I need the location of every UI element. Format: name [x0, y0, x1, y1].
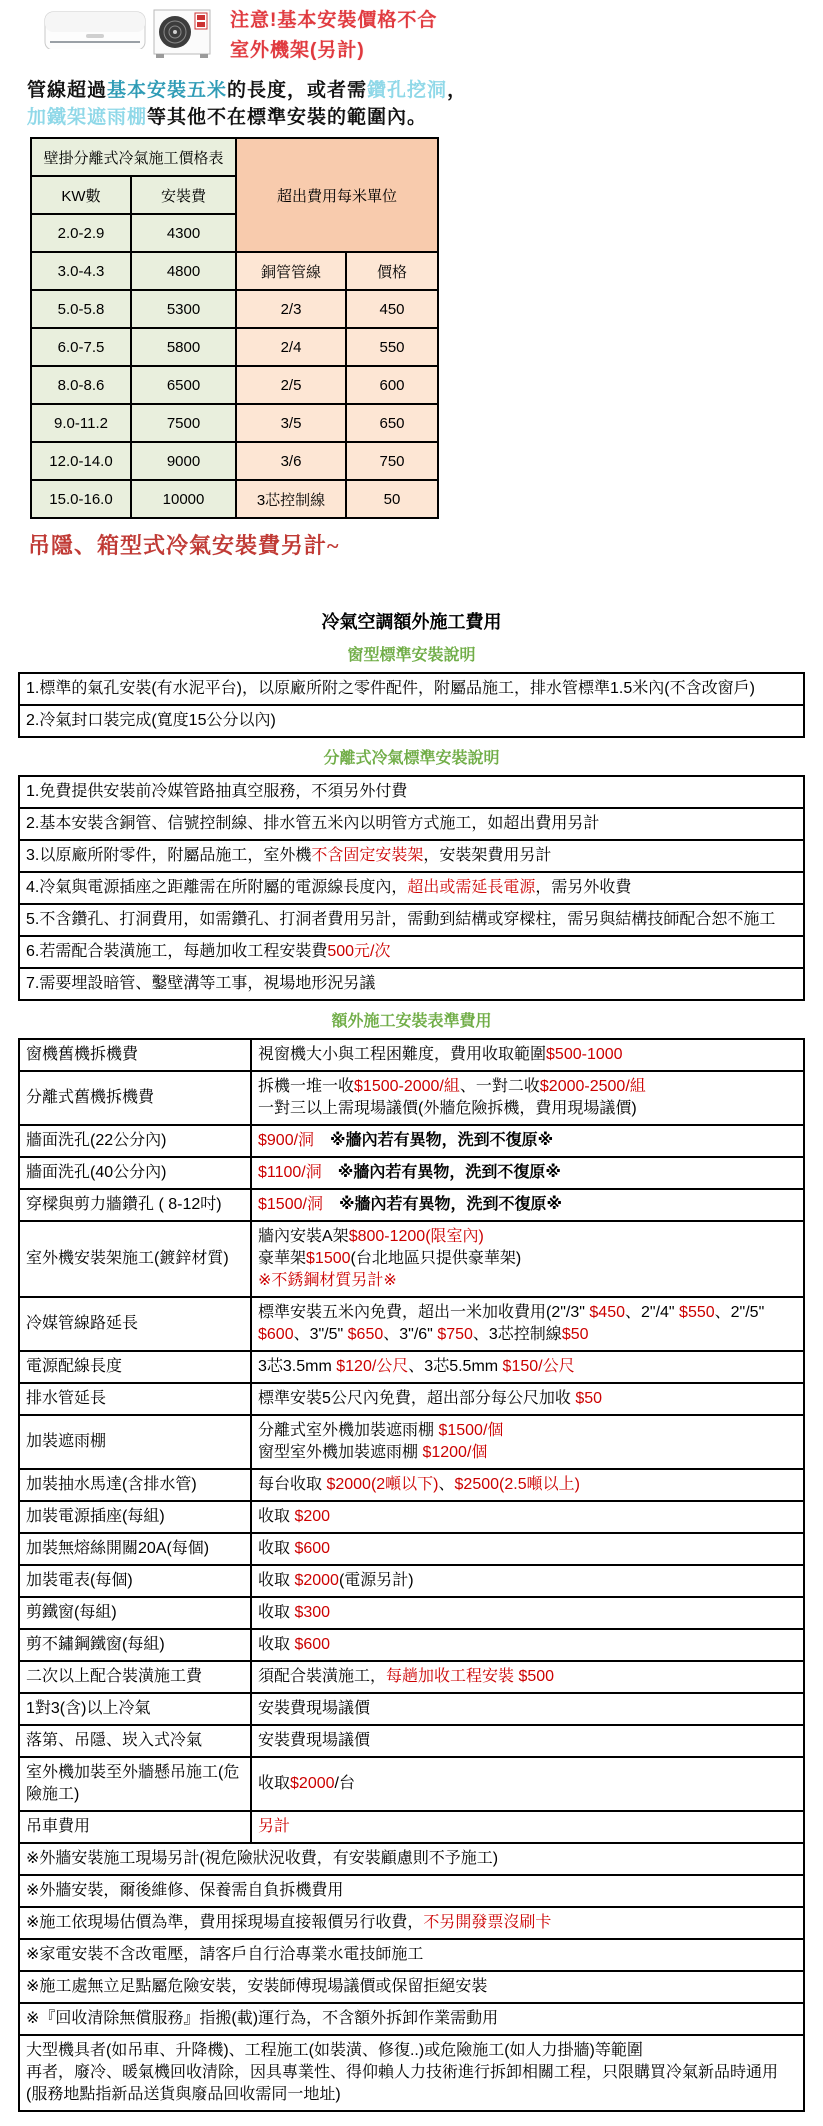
- fee-value-line: [258, 1816, 797, 1838]
- text-segment: 不另開發票沒刷卡: [423, 1914, 552, 1931]
- text-segment: 的長度，或者需: [227, 80, 368, 101]
- text-segment: ，安裝架費用另計: [423, 847, 552, 864]
- fee-value-line: [258, 1194, 797, 1216]
- text-segment: $150/公尺: [502, 1358, 575, 1375]
- fee-label-cell: 室外機加裝至外牆懸吊施工(危險施工): [19, 1757, 251, 1811]
- fee-value-cell: [251, 1565, 804, 1597]
- fee-label-cell: 加裝電源插座(每組): [19, 1501, 251, 1533]
- text-segment: $50: [575, 1390, 603, 1407]
- fee-value-line: [258, 1162, 797, 1184]
- fee-row: [19, 1351, 804, 1383]
- fee-row: [19, 1565, 804, 1597]
- fee-label-cell: 牆面洗孔(40公分內): [19, 1157, 251, 1189]
- text-segment: 安裝費現場議價: [258, 1732, 371, 1749]
- fee-cell: 6500: [131, 366, 236, 404]
- fee-value-cell: [251, 1351, 804, 1383]
- text-segment: $2000: [290, 1775, 335, 1792]
- pipe-price-cell: 550: [346, 328, 438, 366]
- window-install-row: [19, 673, 804, 705]
- intro-line-1: [27, 77, 823, 104]
- fee-value-cell: [251, 1157, 804, 1189]
- text-segment: $550: [679, 1304, 715, 1321]
- text-segment: 加鐵架遮雨棚: [27, 107, 148, 128]
- text-segment: 每台收取: [258, 1476, 327, 1493]
- fee-value-line: [258, 1698, 797, 1720]
- fee-row: [19, 1039, 804, 1071]
- text-segment: 牆內安裝A架: [258, 1228, 349, 1245]
- fee-label-cell: 窗機舊機拆機費: [19, 1039, 251, 1071]
- split-install-row: [19, 968, 804, 1000]
- text-segment: 超出或需延長電源: [407, 879, 536, 896]
- fee-row: [19, 1297, 804, 1351]
- text-segment: 收取: [258, 1636, 295, 1653]
- text-segment: 豪華架: [258, 1250, 307, 1267]
- kw-cell: 3.0-4.3: [31, 252, 131, 290]
- pipe-price-cell: 450: [346, 290, 438, 328]
- price-row: [31, 252, 438, 290]
- window-install-item: 1.標準的氣孔安裝(有水泥平台)，以原廠所附之零件配件，附屬品施工，排水管標準1.5米內(不含改窗戶): [19, 673, 804, 705]
- fee-label-cell: 吊車費用: [19, 1811, 251, 1843]
- text-segment: ※牆內若有異物，洗到不復原※: [314, 1132, 554, 1149]
- fee-value-cell: [251, 1757, 804, 1811]
- kw-cell: 2.0-2.9: [31, 214, 131, 252]
- fee-value-cell: [251, 1661, 804, 1693]
- indoor-unit-image: [44, 6, 146, 61]
- fee-value-cell: [251, 1501, 804, 1533]
- split-install-row: [19, 872, 804, 904]
- fee-row: [19, 1189, 804, 1221]
- price-row: [31, 290, 438, 328]
- text-segment: ※『回收清除無償服務』指搬(載)運行為，不含額外拆卸作業需動用: [26, 2010, 499, 2027]
- fee-cell: 9000: [131, 442, 236, 480]
- footer-row: [19, 2035, 804, 2111]
- fee-value-line: [258, 1538, 797, 1560]
- fee-row: [19, 1811, 804, 1843]
- fee-value-line: [258, 1420, 797, 1442]
- fee-label-cell: 牆面洗孔(22公分內): [19, 1125, 251, 1157]
- fee-value-cell: [251, 1221, 804, 1297]
- text-segment: ※牆內若有異物，洗到不復原※: [321, 1164, 561, 1181]
- text-segment: $2000-2500/組: [539, 1078, 646, 1095]
- text-segment: ※外牆安裝施工現場另計(視危險狀況收費，有安裝顧慮則不予施工): [26, 1850, 499, 1867]
- text-segment: $650: [347, 1326, 384, 1343]
- fee-value-line: [258, 1044, 797, 1066]
- fee-label-cell: 加裝遮雨棚: [19, 1415, 251, 1469]
- text-segment: ※施工處無立足點屬危險安裝，安裝師傅現場議價或保留拒絕安裝: [26, 1978, 488, 1995]
- kw-cell: 5.0-5.8: [31, 290, 131, 328]
- fee-row: [19, 1757, 804, 1811]
- fee-label-cell: 穿樑與剪力牆鑽孔 ( 8-12吋): [19, 1189, 251, 1221]
- text-segment: 一對三以上需現場議價(外牆危險拆機，費用現場議價): [258, 1100, 637, 1117]
- pipe-cell: 銅管管線: [236, 252, 346, 290]
- text-segment: $200: [294, 1508, 331, 1525]
- text-segment: $120/公尺: [336, 1358, 409, 1375]
- fee-cell: 4800: [131, 252, 236, 290]
- extra-fees-table: [18, 1038, 805, 2112]
- split-install-row: [19, 808, 804, 840]
- text-segment: $600: [294, 1636, 331, 1653]
- text-segment: $600: [258, 1326, 294, 1343]
- text-segment: 窗型室外機加裝遮雨棚: [258, 1444, 423, 1461]
- kw-cell: 8.0-8.6: [31, 366, 131, 404]
- intro-line-2: [27, 104, 823, 131]
- text-segment: 、2"/5": [714, 1304, 765, 1321]
- section-main-title: 冷氣空調額外施工費用: [321, 612, 502, 632]
- split-install-item: [19, 808, 804, 840]
- text-segment: /台: [334, 1775, 355, 1792]
- note-row: [19, 1971, 804, 2003]
- window-install-table: [18, 672, 805, 738]
- fee-cell: 5300: [131, 290, 236, 328]
- note-cell: [19, 2003, 804, 2035]
- notice-line-2: 室外機架(另計): [230, 40, 365, 61]
- split-install-table: [18, 775, 805, 1001]
- pipe-price-cell: 600: [346, 366, 438, 404]
- fee-value-cell: [251, 1189, 804, 1221]
- text-segment: 鑽孔挖洞: [367, 80, 448, 101]
- text-segment: ，需另外收費: [535, 879, 632, 896]
- price-row: [31, 404, 438, 442]
- fee-value-cell: [251, 1039, 804, 1071]
- fee-value-cell: [251, 1533, 804, 1565]
- text-segment: 每趟加收工程安裝 $500: [386, 1668, 555, 1685]
- fee-value-line: [258, 1302, 797, 1346]
- fee-value-cell: [251, 1725, 804, 1757]
- fee-value-line: [258, 1442, 797, 1464]
- fee-row: [19, 1533, 804, 1565]
- split-install-row: [19, 840, 804, 872]
- split-install-item: [19, 776, 804, 808]
- pipe-price-cell: 價格: [346, 252, 438, 290]
- window-install-row: [19, 705, 804, 737]
- fee-value-cell: [251, 1629, 804, 1661]
- price-row: [31, 328, 438, 366]
- fee-value-line: [258, 1666, 797, 1688]
- fee-label-cell: 二次以上配合裝潢施工費: [19, 1661, 251, 1693]
- pipe-cell: 3/6: [236, 442, 346, 480]
- fee-value-line: [258, 1248, 797, 1270]
- text-segment: 不含固定安裝架: [311, 847, 424, 864]
- text-segment: 3.以原廠所附零件，附屬品施工，室外機: [26, 847, 312, 864]
- fee-label-cell: 1對3(含)以上冷氣: [19, 1693, 251, 1725]
- text-segment: 4.冷氣與電源插座之距離需在所附屬的電源線長度內，: [26, 879, 408, 896]
- text-segment: $2000: [294, 1572, 339, 1589]
- fee-value-line: [258, 1602, 797, 1624]
- fee-row: [19, 1383, 804, 1415]
- pipe-cell: 2/3: [236, 290, 346, 328]
- fee-value-line: [258, 1730, 797, 1752]
- fee-label-cell: 排水管延長: [19, 1383, 251, 1415]
- fee-value-cell: [251, 1597, 804, 1629]
- fee-value-line: [258, 1388, 797, 1410]
- text-segment: 500元/次: [327, 943, 391, 960]
- split-install-item: [19, 936, 804, 968]
- note-cell: [19, 1939, 804, 1971]
- fee-label-cell: 加裝電表(每個): [19, 1565, 251, 1597]
- text-segment: 管線超過: [27, 80, 108, 101]
- text-segment: 、3"/6": [383, 1326, 438, 1343]
- note-row: [19, 1875, 804, 1907]
- fee-label-cell: 分離式舊機拆機費: [19, 1071, 251, 1125]
- fee-row: [19, 1125, 804, 1157]
- fee-row: [19, 1597, 804, 1629]
- top-header: [44, 6, 823, 67]
- text-segment: $900/洞: [258, 1132, 315, 1149]
- note-row: [19, 1939, 804, 1971]
- text-segment: 6.若需配合裝潢施工，每趟加收工程安裝費: [26, 943, 328, 960]
- text-segment: $1200/個: [422, 1444, 488, 1461]
- text-segment: 1.免費提供安裝前冷媒管路抽真空服務，不須另外付費: [26, 783, 408, 800]
- text-segment: 另計: [258, 1818, 291, 1835]
- fee-label-cell: 剪不鏽鋼鐵窗(每組): [19, 1629, 251, 1661]
- footer-line: (服務地點指新品送貨與廢品回收需同一地址): [26, 2086, 341, 2103]
- text-segment: 分離式室外機加裝遮雨棚: [258, 1422, 439, 1439]
- text-segment: 2.基本安裝含銅管、信號控制線、排水管五米內以明管方式施工，如超出費用另計: [26, 815, 600, 832]
- fee-value-line: [258, 1226, 797, 1248]
- fee-label-cell: 加裝抽水馬達(含排水管): [19, 1469, 251, 1501]
- fee-row: [19, 1415, 804, 1469]
- fee-value-line: [258, 1506, 797, 1528]
- note-row: [19, 1843, 804, 1875]
- fee-value-cell: [251, 1071, 804, 1125]
- text-segment: $2000(2噸以下): [326, 1476, 439, 1493]
- text-segment: (台北地區只提供豪華架): [350, 1250, 522, 1267]
- fee-label-cell: 加裝無熔絲開關20A(每個): [19, 1533, 251, 1565]
- text-segment: $1500-2000/組: [354, 1078, 460, 1095]
- fee-row: [19, 1725, 804, 1757]
- fee-cell: 5800: [131, 328, 236, 366]
- text-segment: $600: [294, 1540, 331, 1557]
- fee-label-cell: 室外機安裝架施工(鍍鋅材質): [19, 1221, 251, 1297]
- split-install-row: [19, 936, 804, 968]
- pipe-price-cell: 50: [346, 480, 438, 518]
- text-segment: ，: [447, 80, 468, 101]
- text-segment: 等其他不在標準安裝的範圍內。: [147, 107, 428, 128]
- text-segment: 3芯3.5mm: [258, 1358, 337, 1375]
- fee-value-line: [258, 1130, 797, 1152]
- text-segment: 、: [438, 1476, 455, 1493]
- text-segment: $450: [589, 1304, 625, 1321]
- fee-cell: 4300: [131, 214, 236, 252]
- excess-fee-header: 超出費用每米單位: [236, 138, 438, 252]
- text-segment: 、3芯控制線: [472, 1326, 562, 1343]
- installation-notice: [230, 6, 437, 66]
- price-row: [31, 366, 438, 404]
- extra-fees-heading: 額外施工安裝表準費用: [331, 1013, 492, 1030]
- text-segment: 5.不含鑽孔、打洞費用，如需鑽孔、打洞者費用另計，需動到結構或穿樑柱，需另與結構技師配合恕不施工: [26, 911, 776, 928]
- text-segment: 基本安裝五米: [107, 80, 228, 101]
- fee-value-line: [258, 1356, 797, 1378]
- notice-line-1: 注意!基本安裝價格不合: [230, 10, 438, 31]
- price-table: [30, 137, 439, 519]
- footer-line: 大型機具者(如吊車、升降機)、工程施工(如裝潢、修復..)或危險施工(如人力掛牆)等範圍: [26, 2042, 643, 2059]
- note-row: [19, 2003, 804, 2035]
- price-table-title: 壁掛分離式冷氣施工價格表: [31, 138, 236, 176]
- fee-row: [19, 1501, 804, 1533]
- note-row: [19, 1907, 804, 1939]
- text-segment: ※不銹鋼材質另計※: [258, 1272, 397, 1289]
- text-segment: ※施工依現場估價為準，費用採現場直接報價另行收費，: [26, 1914, 424, 1931]
- footer-line: 再者，廢冷、暖氣機回收清除，因具專業性、得仰賴人力技術進行拆卸相關工程，只限購買冷氣新品時通用: [26, 2064, 779, 2081]
- text-segment: 7.需要埋設暗管、鑿壁溝等工事，視場地形況另議: [26, 975, 376, 992]
- text-segment: 拆機一堆一收: [258, 1078, 355, 1095]
- pipe-cell: 3/5: [236, 404, 346, 442]
- text-segment: 、2"/4": [624, 1304, 680, 1321]
- text-segment: ※牆內若有異物，洗到不復原※: [322, 1196, 563, 1213]
- text-segment: 收取: [258, 1604, 295, 1621]
- note-cell: [19, 1875, 804, 1907]
- intro-paragraph: [27, 77, 823, 131]
- text-segment: (電源另計): [338, 1572, 414, 1589]
- fee-cell: 7500: [131, 404, 236, 442]
- pipe-cell: 2/5: [236, 366, 346, 404]
- split-install-item: [19, 968, 804, 1000]
- fee-row: [19, 1693, 804, 1725]
- text-segment: 標準安裝5公尺內免費，超出部分每公尺加收: [258, 1390, 576, 1407]
- text-segment: ※家電安裝不含改電壓，請客戶自行洽專業水電技師施工: [26, 1946, 424, 1963]
- fee-value-cell: [251, 1383, 804, 1415]
- text-segment: $2500(2.5噸以上): [454, 1476, 580, 1493]
- fee-value-line: [258, 1634, 797, 1656]
- fee-row: [19, 1157, 804, 1189]
- text-segment: $1500/個: [438, 1422, 504, 1439]
- fee-value-line: [258, 1773, 797, 1795]
- split-install-row: [19, 776, 804, 808]
- price-row: [31, 442, 438, 480]
- split-install-item: [19, 872, 804, 904]
- fee-row: [19, 1221, 804, 1297]
- text-segment: 視窗機大小與工程困難度，費用收取範圍: [258, 1046, 547, 1063]
- fee-value-line: [258, 1570, 797, 1592]
- pipe-cell: 2/4: [236, 328, 346, 366]
- fee-value-cell: [251, 1469, 804, 1501]
- fee-value-cell: [251, 1415, 804, 1469]
- fee-value-line: [258, 1098, 797, 1120]
- ducted-ac-note: 吊隱、箱型式冷氣安裝費另計~: [28, 533, 340, 558]
- document-page: [0, 6, 823, 2126]
- text-segment: 收取: [258, 1572, 295, 1589]
- pipe-price-cell: 650: [346, 404, 438, 442]
- fee-value-line: [258, 1076, 797, 1098]
- pipe-cell: 3芯控制線: [236, 480, 346, 518]
- kw-cell: 12.0-14.0: [31, 442, 131, 480]
- text-segment: $1100/洞: [258, 1164, 322, 1181]
- text-segment: 須配合裝潢施工，: [258, 1668, 387, 1685]
- text-segment: 收取: [258, 1775, 291, 1792]
- note-cell: [19, 1971, 804, 2003]
- split-install-row: [19, 904, 804, 936]
- text-segment: 安裝費現場議價: [258, 1700, 371, 1717]
- fee-value-cell: [251, 1693, 804, 1725]
- split-install-item: [19, 904, 804, 936]
- fee-cell: 10000: [131, 480, 236, 518]
- text-segment: 、3芯5.5mm: [408, 1358, 503, 1375]
- fee-row: [19, 1469, 804, 1501]
- text-segment: $500-1000: [546, 1046, 623, 1063]
- text-segment: 標準安裝五米內免費，超出一米加收費用(2"/3": [258, 1304, 590, 1321]
- kw-cell: 15.0-16.0: [31, 480, 131, 518]
- text-segment: $1500/洞: [258, 1196, 323, 1213]
- fee-header: 安裝費: [131, 176, 236, 214]
- kw-cell: 9.0-11.2: [31, 404, 131, 442]
- fee-label-cell: 冷媒管線路延長: [19, 1297, 251, 1351]
- fee-label-cell: 落第、吊隱、崁入式冷氣: [19, 1725, 251, 1757]
- pipe-price-cell: 750: [346, 442, 438, 480]
- text-segment: $750: [437, 1326, 473, 1343]
- fee-value-line: [258, 1270, 797, 1292]
- kw-header: KW數: [31, 176, 131, 214]
- split-install-heading: 分離式冷氣標準安裝說明: [323, 750, 500, 767]
- split-install-item: [19, 840, 804, 872]
- fee-value-line: [258, 1474, 797, 1496]
- fee-row: [19, 1661, 804, 1693]
- text-segment: $300: [294, 1604, 331, 1621]
- fee-value-cell: [251, 1297, 804, 1351]
- fee-label-cell: 剪鐵窗(每組): [19, 1597, 251, 1629]
- text-segment: 收取: [258, 1540, 295, 1557]
- text-segment: 收取: [258, 1508, 295, 1525]
- fee-row: [19, 1629, 804, 1661]
- text-segment: $50: [561, 1326, 589, 1343]
- window-install-item: 2.冷氣封口裝完成(寬度15公分以內): [19, 705, 804, 737]
- outdoor-unit-image: [152, 6, 214, 67]
- text-segment: 、一對二收: [459, 1078, 540, 1095]
- kw-cell: 6.0-7.5: [31, 328, 131, 366]
- fee-row: [19, 1071, 804, 1125]
- note-cell: [19, 1907, 804, 1939]
- footer-cell: [19, 2035, 804, 2111]
- fee-value-cell: [251, 1125, 804, 1157]
- fee-label-cell: 電源配線長度: [19, 1351, 251, 1383]
- fee-value-cell: [251, 1811, 804, 1843]
- text-segment: ※外牆安裝，爾後維修、保養需自負拆機費用: [26, 1882, 344, 1899]
- text-segment: $1500: [306, 1250, 351, 1267]
- price-row: [31, 480, 438, 518]
- note-cell: [19, 1843, 804, 1875]
- window-install-heading: 窗型標準安裝說明: [347, 647, 476, 664]
- text-segment: $800-1200(限室內): [348, 1228, 484, 1245]
- text-segment: 、3"/5": [293, 1326, 348, 1343]
